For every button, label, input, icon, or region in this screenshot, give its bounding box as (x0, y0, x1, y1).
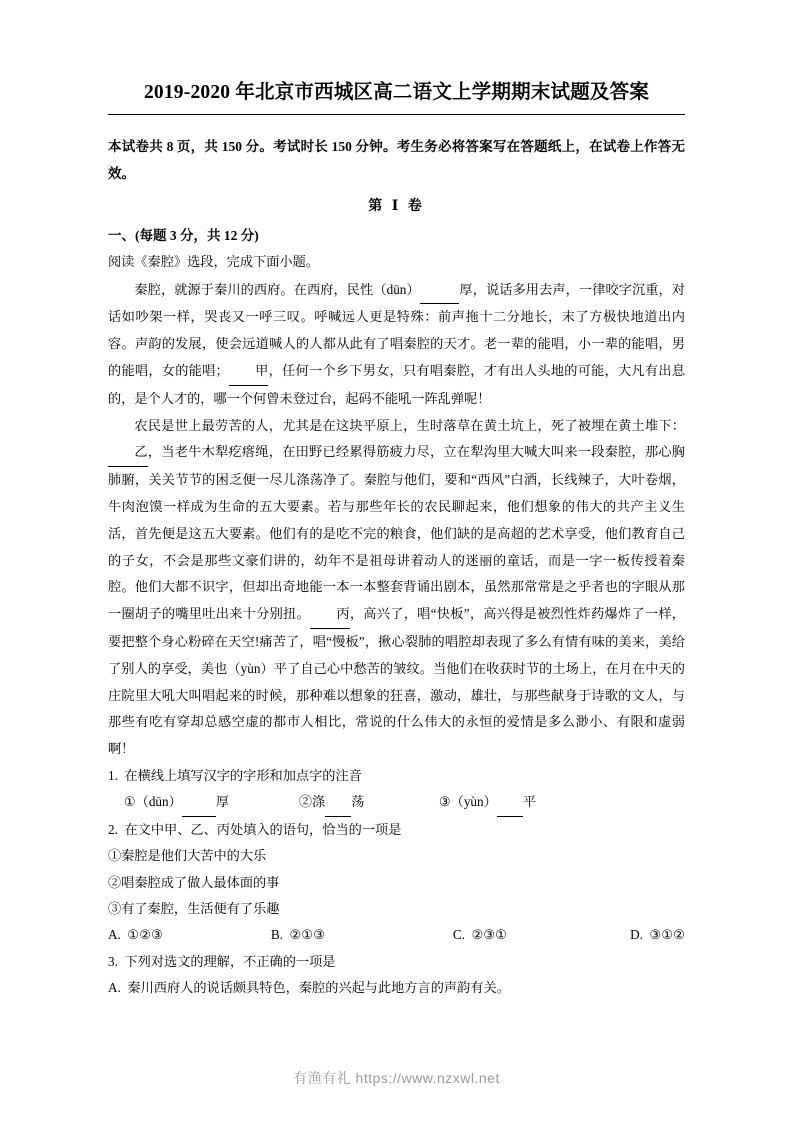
question-3-number: 3. (108, 953, 118, 969)
question-2-item-2: ②唱秦腔成了做人最体面的事 (108, 874, 280, 890)
passage-1-segment-b: 厚，说话多用去声，一律咬字沉重，对话如吵架一样，哭丧又一呼三叹。呼喊远人更是特殊：前声拖十二分地长，末了方极快地道出内容。声韵的发展，使会远道喊人的人都从此有了唱秦腔的天才。老一辈的能唱，小一辈的能唱，男的能唱，女的能唱； (108, 281, 686, 379)
question-3-option-a-letter: A. (108, 980, 121, 996)
question-2-options (108, 922, 685, 948)
passage-1-segment-c: ，任何一个乡下男女，只有唱秦腔，才有出人头地的可能，大凡有出息的，是个人才的，哪一个何曾未登过台，起码不能吼一阵乱弹呢！ (108, 363, 686, 406)
reading-instruction: 阅读《秦腔》选段，完成下面小题。 (108, 253, 319, 269)
exam-notice: 本试卷共 8 页，共 150 分。考试时长 150 分钟。考生务必将答案写在答题纸上，在试卷上作答无效。 (108, 139, 685, 182)
question-1-number: 1. (108, 767, 118, 783)
passage-paragraph-2 (108, 413, 685, 763)
page-title: 2019-2020 年北京市西城区高二语文上学期期末试题及答案 (108, 78, 685, 115)
passage-2-segment-a: 农民是世上最劳苦的人，尤其是在这块平原上，生时落草在黄土坑上，死了被埋在黄土堆下： (134, 417, 685, 433)
option-c-letter: C. (452, 927, 465, 943)
passage-2-segment-c: ，高兴了，唱“快板”，高兴得是被烈性炸药爆炸了一样，要把整个身心粉碎在天空!痛苦了，唱“慢板”，揪心裂肺的唱腔却表现了多么有情有味的美来，美给了别人的享受，美也（yùn）平了自己心中愁苦的皱纹。当他们在收获时节的土场上，在月在中天的庄院里大吼大叫唱起来的时候，那种难以想象的狂喜，激动，雄壮，与那些献身于诗歌的文人，与那些有吃有穿却总感空虚的都市人相比，常说的什么伟大的永恒的爱情是多么渺小、有限和虚弱啊！ (108, 606, 685, 757)
page-footer: 有渔有礼 https://www.nzxwl.net (293, 1070, 500, 1086)
option-a[interactable] (108, 922, 271, 948)
question-3-stem: 下列对选文的理解，不正确的一项是 (124, 953, 336, 969)
option-d-text: ③①② (649, 927, 685, 943)
question-2-item-1: ①秦腔是他们大苦中的大乐 (108, 848, 267, 864)
question-1 (108, 763, 685, 789)
option-d[interactable] (630, 922, 685, 948)
blank-jia: 甲 (229, 358, 269, 386)
blank-bing: 丙 (310, 601, 350, 629)
fill-1 (124, 789, 299, 816)
fill-3 (439, 794, 536, 809)
question-2-number: 2. (108, 821, 118, 837)
fill-3-label: ③（yùn） (438, 794, 497, 810)
option-a-text: ①②③ (127, 927, 163, 943)
passage-paragraph-1 (108, 277, 685, 413)
option-b-letter: B. (270, 927, 283, 943)
option-c[interactable] (453, 922, 630, 948)
question-2 (108, 817, 685, 843)
fill-2-blank (325, 789, 351, 816)
passage-2-segment-b: ，当老牛木犁疙瘩绳，在田野已经累得筋疲力尽，立在犁沟里大喊大叫来一段秦腔，那心胸肺腑，关关节节的困乏便一尽儿涤荡净了。秦腔与他们，要和“西风”白酒，长线辣子，大叶卷烟，牛肉泡馍一样成为生命的五大要素。若与那些年长的农民聊起来，他们想象的伟大的共产主义生活，首先便是这五大要素。他们有的是吃不完的粮食，他们缺的是高超的艺术享受，他们教育自己的子女，不会是那些文豪们讲的，幼年不是祖母讲着动人的迷丽的童话，而是一字一板传授着秦腔。他们大都不识字，但却出奇地能一本一本整套背诵出剧本，虽然那常常是之乎者也的字眼从那一圈胡子的嘴里吐出来十分别扭。 (108, 444, 685, 622)
fill-2-label: ②涤 (298, 794, 326, 810)
question-2-stem: 在文中甲、乙、丙处填入的语句，恰当的一项是 (124, 821, 402, 837)
section-heading: 第 Ⅰ 卷 (368, 199, 425, 215)
question-1-fills (108, 789, 685, 816)
option-d-letter: D. (630, 927, 643, 943)
question-3-option-a-text: 秦川西府人的说话颇具特色，秦腔的兴起与此地方言的声韵有关。 (127, 980, 510, 996)
fill-1-label: ①（dūn） (123, 794, 182, 810)
blank-yi: 乙 (108, 439, 148, 467)
fill-3-blank (497, 789, 523, 816)
passage-1-segment-a: 秦腔，就源于秦川的西府。在西府，民性（dūn） (134, 281, 420, 297)
option-b[interactable] (271, 922, 453, 948)
option-a-letter: A. (108, 927, 121, 943)
option-c-text: ②③① (471, 927, 508, 943)
option-b-text: ②①③ (289, 927, 326, 943)
fill-2-suffix: 荡 (351, 794, 365, 810)
fill-3-suffix: 平 (522, 794, 536, 810)
question-group-title: 一、(每题 3 分，共 12 分) (108, 228, 259, 244)
question-3 (108, 949, 685, 975)
blank-dun (420, 277, 460, 305)
fill-2 (299, 789, 439, 816)
fill-1-blank (182, 789, 216, 816)
fill-1-suffix: 厚 (215, 794, 229, 810)
question-3-option-a[interactable] (108, 975, 685, 1001)
question-2-item-3: ③有了秦腔，生活便有了乐趣 (108, 901, 280, 916)
question-1-stem: 在横线上填写汉字的字形和加点字的注音 (124, 767, 362, 783)
